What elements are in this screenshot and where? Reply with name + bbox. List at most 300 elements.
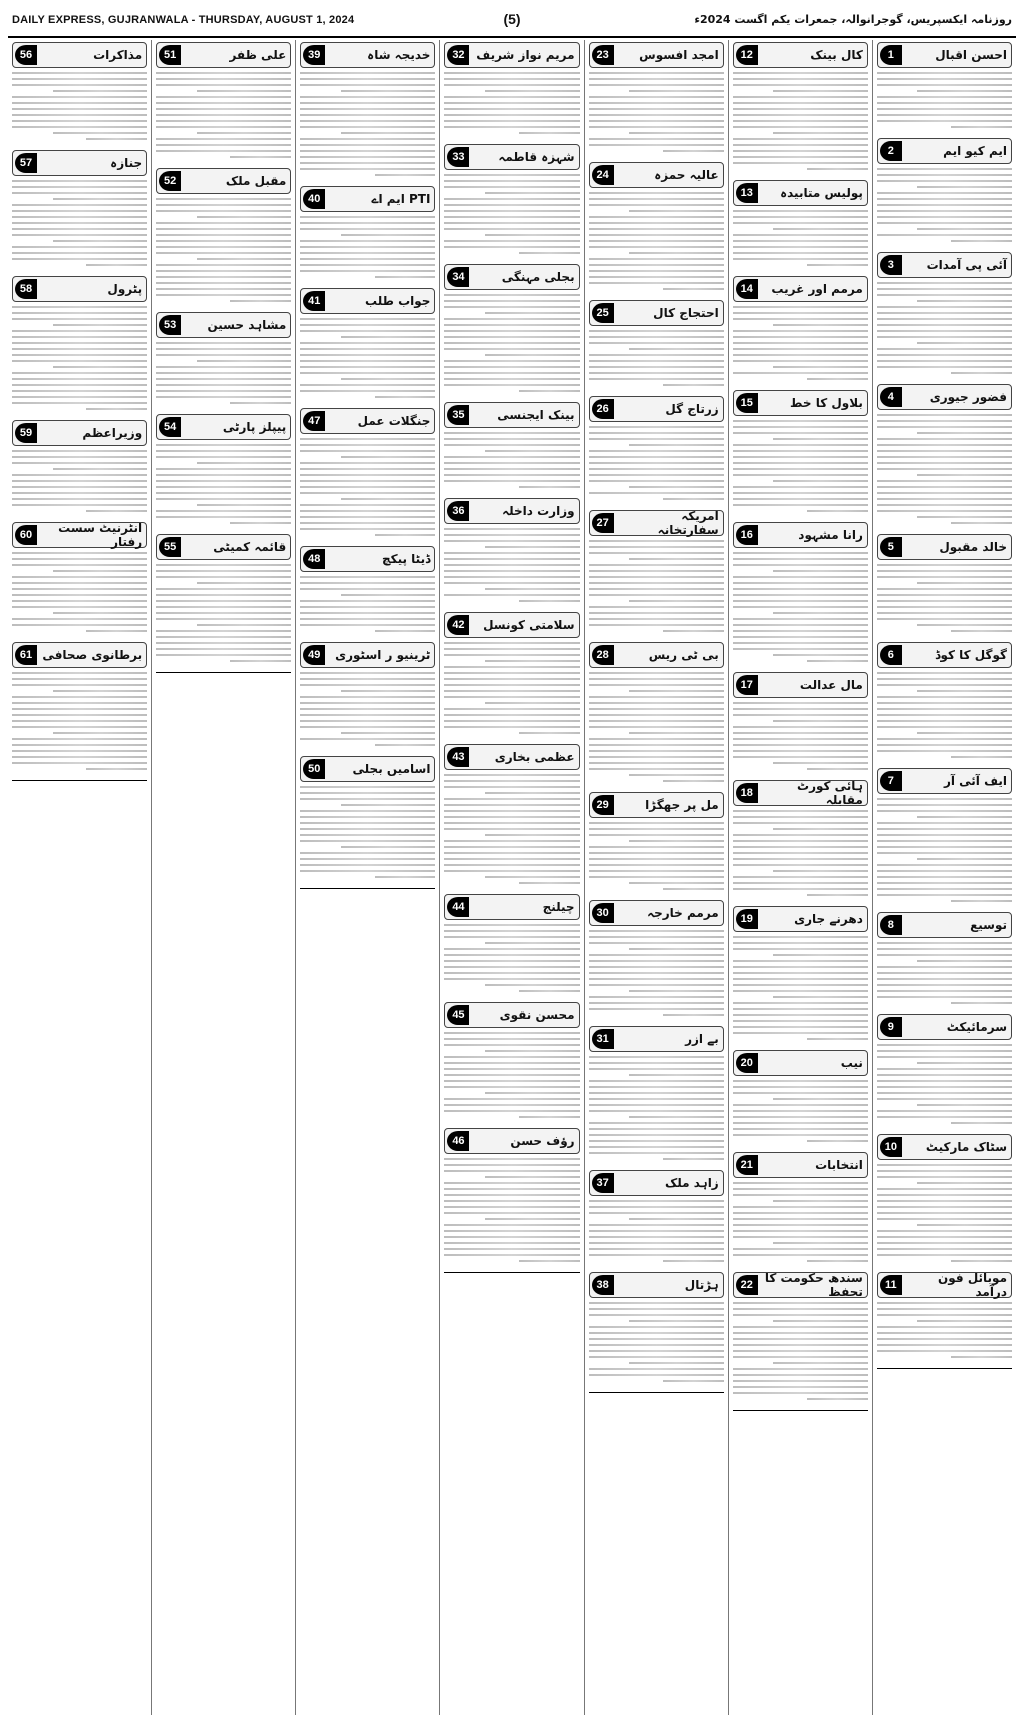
text-line [629,444,724,446]
news-item [444,612,579,738]
text-line [733,864,868,866]
text-line [733,1014,868,1016]
text-line [444,432,579,434]
text-line [53,132,148,134]
text-line [53,240,148,242]
text-line [300,246,435,248]
text-line [444,642,579,644]
text-line [733,468,868,470]
text-line [877,294,1012,296]
text-line [156,252,291,254]
text-line [589,696,724,698]
news-item [156,168,291,306]
text-line [877,834,1012,836]
news-headline [444,894,579,920]
text-line [444,594,579,596]
text-line [156,588,291,590]
text-line [375,534,436,536]
text-line [629,210,724,212]
text-line [485,546,580,548]
text-line [629,840,724,842]
news-headline [877,384,1012,410]
news-headline [300,642,435,668]
news-number-badge: 19 [736,909,758,929]
text-line [156,510,291,512]
text-line [589,864,724,866]
text-line [444,846,579,848]
text-line [12,594,147,596]
text-line [300,504,435,506]
text-line [485,660,580,662]
news-body-text [589,1056,724,1164]
text-line [12,72,147,74]
text-line [807,660,868,662]
text-line [589,360,724,362]
news-headline [156,414,291,440]
text-line [300,798,435,800]
text-line [733,1008,868,1010]
text-line [917,960,1012,962]
news-number-badge: 9 [880,1017,902,1037]
text-line [629,348,724,350]
text-line [444,930,579,932]
text-line [300,678,435,680]
text-line [589,240,724,242]
news-item [444,144,579,258]
text-line [444,684,579,686]
text-line [300,618,435,620]
text-line [12,714,147,716]
text-line [444,348,579,350]
text-line [300,264,435,266]
text-line [733,1374,868,1376]
text-line [773,132,868,134]
text-line [444,1188,579,1190]
text-line [733,822,868,824]
text-line [444,198,579,200]
news-number-badge: 13 [736,183,758,203]
news-headline [733,276,868,302]
text-line [444,816,579,818]
text-line [12,600,147,602]
text-line [444,714,579,716]
text-line [733,354,868,356]
text-line [807,378,868,380]
text-line [12,618,147,620]
news-headline [877,912,1012,938]
text-line [589,612,724,614]
news-body-text [877,942,1012,1008]
text-line [773,90,868,92]
text-line [341,234,436,236]
text-line [877,1248,1012,1250]
text-line [156,450,291,452]
news-body-text [877,1302,1012,1362]
text-line [877,468,1012,470]
news-headline [877,42,1012,68]
text-line [156,654,291,656]
text-line [663,630,724,632]
text-line [589,750,724,752]
text-line [733,1368,868,1370]
text-line [877,1110,1012,1112]
news-item [877,534,1012,636]
text-line [444,438,579,440]
text-line [197,624,292,626]
text-line [733,636,868,638]
text-line [444,960,579,962]
text-line [733,1236,868,1238]
text-line [12,234,147,236]
text-line [877,426,1012,428]
text-line [300,150,435,152]
news-item [733,1272,868,1404]
news-title: رؤف حسن [510,1134,575,1148]
news-title: مل پر جھگڑا [645,798,719,812]
text-line [300,864,435,866]
text-line [300,468,435,470]
text-line [917,432,1012,434]
text-line [877,864,1012,866]
text-line [341,804,436,806]
news-number-badge: 41 [303,291,325,311]
text-line [877,1200,1012,1202]
text-line [444,366,579,368]
text-line [733,1356,868,1358]
text-line [589,1056,724,1058]
news-title: زاہد ملک [664,1176,719,1190]
news-number-badge: 49 [303,645,325,665]
text-line [444,1230,579,1232]
text-line [773,996,868,998]
text-line [733,810,868,812]
text-line [444,648,579,650]
text-line [156,78,291,80]
text-line [156,630,291,632]
text-line [589,216,724,218]
news-body-text [156,342,291,408]
text-line [197,462,292,464]
text-line [156,612,291,614]
text-line [733,114,868,116]
text-line [877,678,1012,680]
text-line [877,606,1012,608]
text-line [156,354,291,356]
news-title: خدیجہ شاہ [367,48,431,62]
news-body-text [733,72,868,174]
news-number-badge: 46 [447,1131,469,1151]
text-line [12,474,147,476]
text-line [733,222,868,224]
text-line [877,744,1012,746]
text-line [444,372,579,374]
news-item [444,744,579,888]
text-line [589,126,724,128]
news-number-badge: 29 [592,795,614,815]
text-line [485,354,580,356]
text-line [485,588,580,590]
text-line [951,126,1012,128]
text-line [300,348,435,350]
text-line [951,1002,1012,1004]
text-line [589,1200,724,1202]
text-line [589,474,724,476]
text-line [877,852,1012,854]
text-line [519,486,580,488]
text-line [156,84,291,86]
text-line [589,1212,724,1214]
text-line [12,252,147,254]
news-body-text [444,924,579,996]
text-line [375,174,436,176]
text-line [733,1392,868,1394]
text-line [773,954,868,956]
text-line [589,1122,724,1124]
text-line [733,744,868,746]
text-line [197,90,292,92]
text-line [519,132,580,134]
text-line [375,876,436,878]
text-line [444,786,579,788]
news-number-badge: 48 [303,549,325,569]
text-line [444,804,579,806]
text-line [733,1110,868,1112]
text-line [444,114,579,116]
text-line [156,234,291,236]
text-line [589,96,724,98]
text-line [877,804,1012,806]
text-line [733,1302,868,1304]
news-body-text [589,192,724,294]
news-body-text [733,1182,868,1266]
text-line [485,834,580,836]
text-line [663,1260,724,1262]
news-headline [444,264,579,290]
news-title: پیپلز پارٹی [222,420,287,434]
news-title: آئی پی آمدات [926,258,1007,272]
news-title: پولیس متابیدہ [780,186,863,200]
text-line [733,582,868,584]
news-headline [12,642,147,668]
text-line [733,738,868,740]
news-headline [733,672,868,698]
news-item [12,522,147,636]
text-line [444,1254,579,1256]
text-line [300,786,435,788]
news-body-text [877,414,1012,528]
text-line [589,936,724,938]
news-body-text [12,180,147,270]
text-line [444,246,579,248]
text-line [300,486,435,488]
text-line [300,138,435,140]
text-line [12,492,147,494]
text-line [877,1164,1012,1166]
news-title: امجد افسوس [639,48,719,62]
text-line [12,624,147,626]
text-line [53,366,148,368]
text-line [733,1194,868,1196]
text-line [444,726,579,728]
text-line [444,540,579,542]
news-item [589,1272,724,1386]
text-line [519,252,580,254]
news-item [156,42,291,162]
news-body-text [589,1302,724,1386]
text-line [12,246,147,248]
text-line [589,228,724,230]
text-line [733,504,868,506]
text-line [156,264,291,266]
news-body-text [877,798,1012,906]
text-line [341,846,436,848]
news-number-badge: 22 [736,1275,758,1295]
news-number-badge: 17 [736,675,758,695]
text-line [12,228,147,230]
text-line [589,1224,724,1226]
text-line [877,1194,1012,1196]
text-line [629,486,724,488]
text-line [877,108,1012,110]
text-line [877,336,1012,338]
text-line [156,204,291,206]
text-line [877,1080,1012,1082]
text-line [877,672,1012,674]
text-line [444,1068,579,1070]
text-line [589,354,724,356]
text-line [877,684,1012,686]
news-headline [589,510,724,536]
text-line [917,1182,1012,1184]
text-line [733,1086,868,1088]
news-body-text [12,450,147,516]
text-line [733,642,868,644]
news-number-badge: 37 [592,1173,614,1193]
text-line [629,1074,724,1076]
text-line [589,540,724,542]
column-rule [877,1368,1012,1369]
news-number-badge: 14 [736,279,758,299]
column-rule [12,780,147,781]
text-line [485,312,580,314]
text-line [300,156,435,158]
text-line [12,204,147,206]
text-line [444,1080,579,1082]
text-line [156,480,291,482]
news-item [156,312,291,408]
text-line [300,708,435,710]
text-line [589,942,724,944]
text-line [444,306,579,308]
text-line [12,750,147,752]
news-item [877,252,1012,378]
text-line [444,1200,579,1202]
news-headline [733,906,868,932]
text-line [589,678,724,680]
news-number-badge: 20 [736,1053,758,1073]
news-item [877,1014,1012,1128]
text-line [444,564,579,566]
text-line [733,564,868,566]
text-line [12,126,147,128]
text-line [12,354,147,356]
news-body-text [733,210,868,270]
text-line [12,480,147,482]
text-line [589,846,724,848]
text-line [733,1218,868,1220]
news-number-badge: 54 [159,417,181,437]
text-line [589,450,724,452]
text-line [589,576,724,578]
text-line [807,264,868,266]
news-number-badge: 11 [880,1275,902,1295]
news-item [877,768,1012,906]
text-line [444,966,579,968]
news-number-badge: 27 [592,513,614,533]
news-number-badge: 8 [880,915,902,935]
text-line [773,612,868,614]
text-line [300,96,435,98]
news-body-text [589,930,724,1020]
text-line [444,216,579,218]
text-line [877,1344,1012,1346]
news-headline [877,642,1012,668]
news-headline [300,186,435,212]
text-line [589,1134,724,1136]
column-rule [300,888,435,889]
text-line [589,1248,724,1250]
news-item [733,906,868,1044]
text-line [12,312,147,314]
text-line [733,1020,868,1022]
text-line [375,396,436,398]
text-line [230,300,291,302]
text-line [733,306,868,308]
news-title: احتجاج کال [653,306,719,320]
text-line [733,1128,868,1130]
text-line [156,240,291,242]
text-line [733,624,868,626]
news-number-badge: 31 [592,1029,614,1049]
text-line [877,1116,1012,1118]
text-line [589,192,724,194]
text-line [300,624,435,626]
text-line [12,186,147,188]
text-line [733,1104,868,1106]
text-line [444,864,579,866]
text-line [663,888,724,890]
text-line [156,144,291,146]
text-line [877,306,1012,308]
news-title: قائمہ کمیٹی [213,540,287,554]
text-line [733,156,868,158]
text-line [300,462,435,464]
news-number-badge: 58 [15,279,37,299]
text-line [733,216,868,218]
text-line [629,774,724,776]
text-line [589,1146,724,1148]
text-line [300,828,435,830]
news-headline [444,498,579,524]
text-line [877,1350,1012,1352]
text-line [733,474,868,476]
text-line [917,732,1012,734]
text-line [589,342,724,344]
text-line [589,618,724,620]
text-line [773,762,868,764]
text-line [519,882,580,884]
text-line [733,852,868,854]
